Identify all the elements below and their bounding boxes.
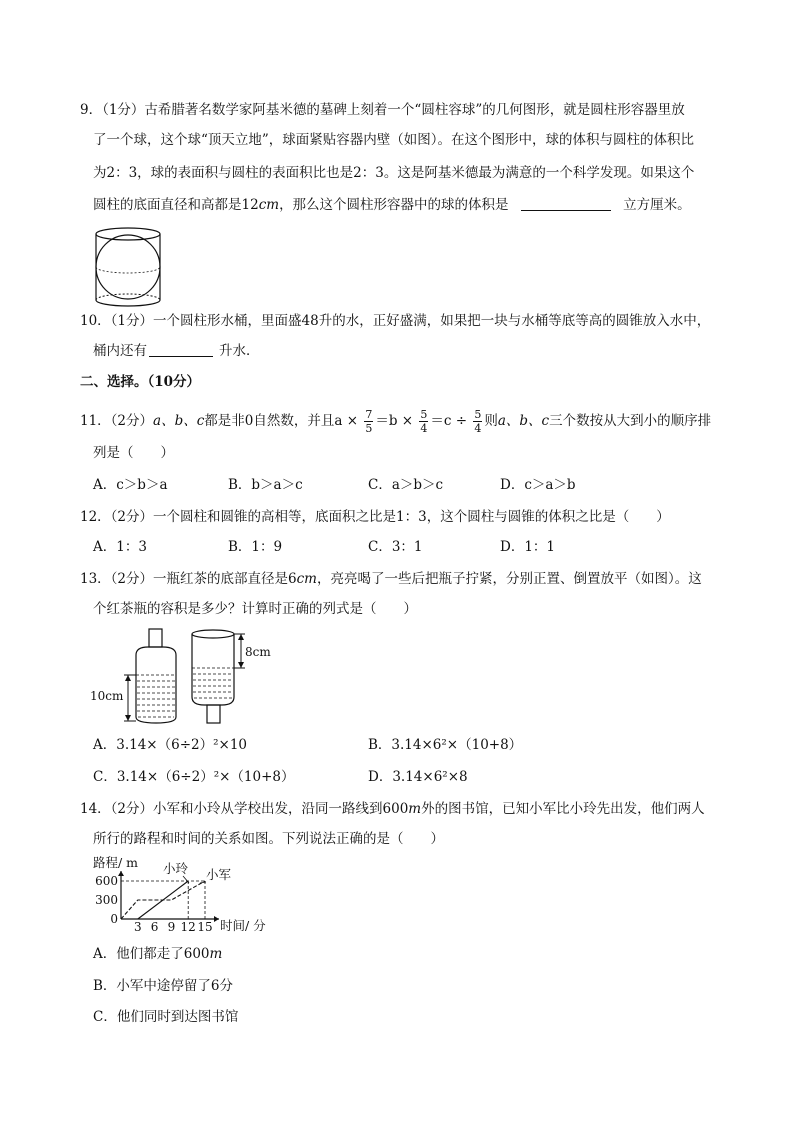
q12-line1: 12．（2分）一个圆柱和圆锥的高相等，底面积之比是1：3，这个圆柱与圆锥的体积之比是（ ）	[80, 509, 670, 525]
x-tick-label: 15	[197, 920, 213, 934]
q13-option-d[interactable]: D．3.14×6²×8	[368, 769, 468, 785]
q11-vars2: a、b、c	[497, 413, 550, 429]
q14-option-b[interactable]: B．小军中途停留了6分	[93, 978, 234, 994]
q10-line2	[93, 341, 260, 361]
q11-vars: a、b、c	[153, 413, 205, 429]
frac-den: 4	[420, 422, 428, 435]
q11-line1	[80, 408, 711, 435]
x-tick-label: 3	[133, 920, 142, 934]
q10-line2-unit: 升水．	[219, 343, 260, 359]
q13-line2: 个红茶瓶的容积是多少？计算时正确的列式是（ ）	[93, 601, 417, 617]
fraction-5-4b	[473, 408, 482, 435]
x-axis-arrow	[214, 916, 219, 922]
cylinder-sphere-figure	[92, 224, 168, 312]
q14-option-a-text: A．他们都走了600	[93, 946, 210, 962]
q13-line1-text: 13．（2分）一瓶红茶的底部直径是6	[80, 571, 297, 587]
y-axis-arrow	[118, 871, 124, 876]
x-tick-label: 9	[167, 920, 176, 934]
q9-line4	[93, 195, 691, 215]
series-line-2	[121, 881, 205, 919]
chart-ylabel: 路程/ m	[93, 855, 139, 870]
q10-answer-blank[interactable]	[149, 342, 213, 357]
bottle-figure	[88, 625, 288, 730]
frac-den: 5	[365, 422, 373, 435]
q13-line1	[80, 569, 702, 589]
q13-option-b[interactable]: B．3.14×6²×（10+8）	[368, 737, 523, 753]
q9-line3: 为2：3，球的表面积与圆柱的表面积比也是2：3。这是阿基米德最为满意的一个科学发现。如果这个	[93, 165, 695, 181]
series-label-1: 小玲	[163, 861, 189, 876]
frac-den: 4	[474, 422, 482, 435]
q11-option-c[interactable]: C．a＞b＞c	[368, 477, 444, 493]
q9-line1: 9．（1分）古希腊著名数学家阿基米德的墓碑上刻着一个“圆柱容球”的几何图形，就是圆柱形容器里放	[80, 102, 685, 118]
q12-option-d[interactable]: D．1：1	[500, 539, 556, 555]
fraction-7-5	[364, 408, 373, 435]
q13-unit: cm	[296, 571, 317, 587]
q9-line4-unit-text: 立方厘米。	[623, 197, 691, 213]
chart-xlabel: 时间/ 分	[220, 918, 266, 933]
bottle-left-label: 10cm	[90, 689, 124, 703]
q10-line1: 10．（1分）一个圆柱形水桶，里面盛48升的水，正好盛满，如果把一块与水桶等底等高的圆锥放入水中，	[80, 313, 711, 329]
q11-prefix: 11．（2分）	[80, 413, 154, 429]
frac-num: 7	[365, 408, 373, 421]
q11-text1: 都是非0自然数，并且a ×	[204, 413, 359, 429]
q13-line1-text2: ，亮亮喝了一些后把瓶子拧紧，分别正置、倒置放平（如图）。这	[316, 571, 702, 587]
q9-answer-blank[interactable]	[521, 196, 611, 211]
q9-line4-text2: ，那么这个圆柱形容器中的球的体积是	[279, 197, 509, 213]
series-label-1-leader	[183, 876, 189, 883]
bottle-right-label: 8cm	[245, 645, 271, 659]
distance-time-chart	[88, 853, 288, 937]
q11-eq1: ＝b ×	[375, 413, 414, 429]
fraction-5-4	[419, 408, 428, 435]
q12-option-b[interactable]: B．1：9	[228, 539, 283, 555]
q9-line4-text: 圆柱的底面直径和高都是12	[93, 197, 259, 213]
q9-line2: 了一个球，这个球“顶天立地”，球面紧贴容器内壁（如图）。在这个图形中，球的体积与圆柱的体积比	[93, 132, 695, 148]
y-tick-label: 600	[95, 874, 118, 888]
q14-line1	[80, 799, 705, 819]
frac-num: 5	[420, 408, 428, 421]
q14-unit: m	[408, 801, 422, 817]
x-tick-label: 12	[180, 920, 196, 934]
q14-option-a-unit: m	[209, 946, 223, 962]
section-title: 二、选择。（10分）	[80, 374, 201, 390]
q11-eq2: ＝c ÷	[430, 413, 468, 429]
q11-option-b[interactable]: B．b＞a＞c	[228, 477, 303, 493]
q11-text3: 三个数按从大到小的顺序排	[549, 413, 712, 429]
y-tick-label: 300	[95, 893, 118, 907]
q13-option-c[interactable]: C．3.14×（6÷2）²×（10+8）	[93, 769, 295, 785]
series-label-2: 小军	[206, 867, 232, 882]
frac-num: 5	[474, 408, 482, 421]
q14-option-a[interactable]	[93, 944, 222, 964]
q11-line2: 列是（ ）	[93, 445, 174, 461]
q9-unit: cm	[258, 197, 280, 213]
q11-option-d[interactable]: D．c＞a＞b	[500, 477, 576, 493]
y-tick-label: 0	[110, 912, 118, 926]
q14-line2: 所行的路程和时间的关系如图。下列说法正确的是（ ）	[93, 831, 444, 847]
q10-line2-text: 桶内还有	[93, 343, 147, 359]
q14-option-c[interactable]: C．他们同时到达图书馆	[93, 1009, 239, 1025]
q12-option-a[interactable]: A．1：3	[93, 539, 147, 555]
x-tick-label: 6	[150, 920, 159, 934]
q14-line1-text2: 外的图书馆，已知小军比小玲先出发，他们两人	[421, 801, 705, 817]
q13-option-a[interactable]: A．3.14×（6÷2）²×10	[93, 737, 248, 753]
q12-option-c[interactable]: C．3：1	[368, 539, 423, 555]
q14-line1-text: 14．（2分）小军和小玲从学校出发，沿同一路线到600	[80, 801, 409, 817]
q11-text2: 则	[484, 413, 498, 429]
q11-option-a[interactable]: A．c＞b＞a	[93, 477, 168, 493]
